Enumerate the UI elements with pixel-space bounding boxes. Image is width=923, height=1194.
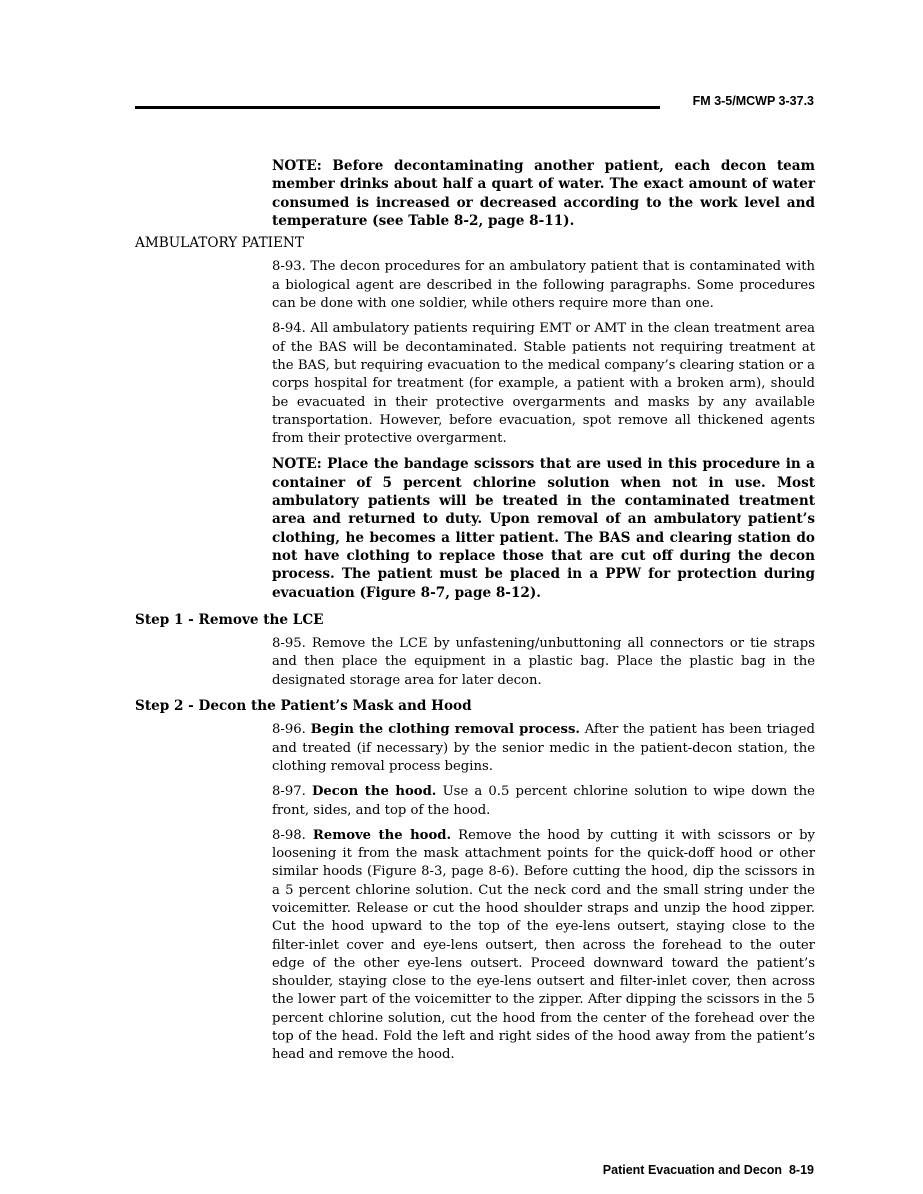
section-heading-ambulatory-patient: AMBULATORY PATIENT	[135, 235, 304, 252]
note-bandage-scissors: NOTE: Place the bandage scissors that are used in this procedure in a container of 5 percent chlorine solution when not in use. Most ambulatory patients will be treated in the contaminated treatment area and returned to duty. Upon removal of an ambulatory patient’s clothing, he becomes a litter patient. The BAS and clearing station do not have clothing to replace those that are cut off during the decon process. The patient must be placed in a PPW for protection during evacuation (Figure 8-7, page 8-12).	[272, 456, 815, 601]
paragraph-8-95: 8-95. Remove the LCE by unfastening/unbuttoning all connectors or tie straps and then place the equipment in a plastic bag. Place the plastic bag in the designated storage area for later decon.	[272, 636, 815, 688]
paragraph-8-98-lead: Remove the hood.	[312, 827, 452, 843]
paragraph-8-96	[272, 721, 815, 776]
running-foot	[603, 1163, 814, 1177]
paragraph-8-98	[272, 827, 815, 1065]
step-1-heading: Step 1 - Remove the LCE	[135, 611, 324, 628]
running-head: FM 3-5/MCWP 3-37.3	[692, 94, 814, 108]
header-rule	[135, 106, 660, 109]
note-water-intake: NOTE: Before decontaminating another patient, each decon team member drinks about half a quart of water. The exact amount of water consumed is increased or decreased according to the work level and temperature (see Table 8-2, page 8-11).	[272, 158, 815, 229]
page-number: 8-19	[788, 1163, 814, 1177]
paragraph-8-97-text: Use a 0.5 percent chlorine solution to wipe down the front, sides, and top of the hood.	[272, 784, 815, 818]
paragraph-8-94: 8-94. All ambulatory patients requiring EMT or AMT in the clean treatment area of the BAS will be decontaminated. Stable patients not requiring treatment at the BAS, but requiring evacuation to the medical company’s clearing station or a corps hospital for treatment (for example, a patient with a broken arm), should be evacuated in their protective overgarments and masks by any available transportation. However, before evacuation, spot remove all thickened agents from their protective overgarment.	[272, 321, 815, 447]
paragraph-8-97-number: 8-97.	[272, 784, 306, 800]
paragraph-8-98-number: 8-98.	[272, 827, 306, 843]
paragraph-8-98-text: Remove the hood by cutting it with scissors or by loosening it from the mask attachment points for the quick-doff hood or other similar hoods (Figure 8-3, page 8-6). Before cutting the hood, dip the scissors in a 5 percent chlorine solution. Cut the neck cord and the small string under the voicemitter. Release or cut the hood shoulder straps and unzip the hood zipper. Cut the hood upward to the top of the eye-lens outsert, staying close to the filter-inlet cover and eye-lens outsert, then across the forehead to the outer edge of the other eye-lens outsert. Proceed downward toward the patient’s shoulder, staying close to the eye-lens outsert and filter-inlet cover, then across the lower part of the voicemitter to the zipper. After dipping the scissors in the 5 percent chlorine solution, cut the hood from the center of the forehead over the top of the head. Fold the left and right sides of the hood away from the patient’s head and remove the hood.	[272, 827, 815, 1063]
step-2-heading: Step 2 - Decon the Patient’s Mask and Hood	[135, 698, 472, 715]
page-body	[135, 157, 815, 1072]
paragraph-8-93: 8-93. The decon procedures for an ambulatory patient that is contaminated with a biological agent are described in the following paragraphs. Some procedures can be done with one soldier, while others require more than one.	[272, 259, 815, 312]
paragraph-8-96-lead: Begin the clothing removal process.	[310, 722, 580, 738]
paragraph-8-97	[272, 783, 815, 820]
paragraph-8-97-lead: Decon the hood.	[311, 784, 437, 800]
paragraph-8-96-number: 8-96.	[272, 722, 306, 738]
footer-section-title: Patient Evacuation and Decon	[602, 1163, 783, 1177]
paragraph-8-96-text: After the patient has been triaged and treated (if necessary) by the senior medic in the patient-decon station, the clothing removal process begins.	[272, 722, 815, 774]
